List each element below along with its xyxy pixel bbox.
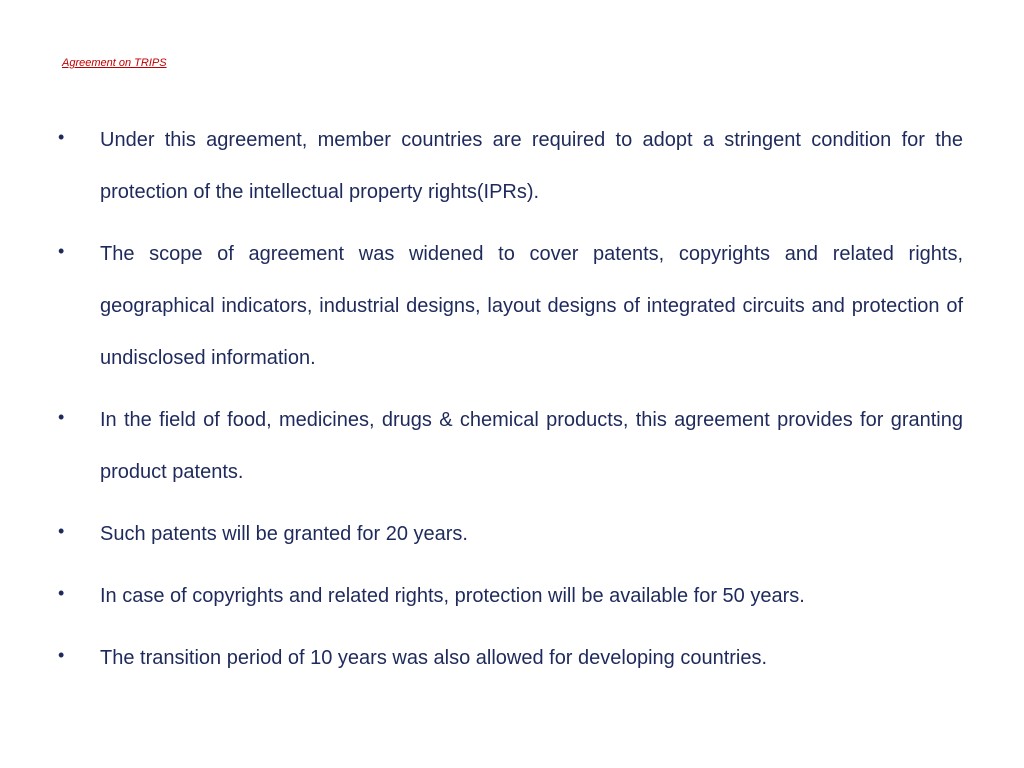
bullet-item-transition-period xyxy=(58,632,963,684)
slide-title: Agreement on TRIPS xyxy=(62,57,167,69)
bullet-text: In the field of food, medicines, drugs & chemical products, this agreement provides for granting product patents. xyxy=(100,409,963,483)
bullet-icon: • xyxy=(58,127,65,147)
bullet-text: The transition period of 10 years was also allowed for developing countries. xyxy=(100,647,768,669)
bullet-text: The scope of agreement was widened to cover patents, copyrights and related rights, geographical indicators, industrial designs, layout designs of integrated circuits and protection of undisclosed information. xyxy=(100,243,963,369)
bullet-icon: • xyxy=(58,645,65,665)
bullet-text: Such patents will be granted for 20 years. xyxy=(100,523,468,545)
bullet-item-scope xyxy=(58,228,963,384)
bullet-icon: • xyxy=(58,521,65,541)
bullet-icon: • xyxy=(58,583,65,603)
bullet-icon: • xyxy=(58,407,65,427)
bullet-item-product-patents xyxy=(58,394,963,498)
bullet-item-patent-term xyxy=(58,508,963,560)
bullet-text: Under this agreement, member countries are required to adopt a stringent condition for the protection of the intellectual property rights(IPRs). xyxy=(100,129,963,203)
bullet-text: In case of copyrights and related rights, protection will be available for 50 years. xyxy=(100,585,805,607)
bullet-item-copyright-term xyxy=(58,570,963,622)
bullet-item-agreement xyxy=(58,114,963,218)
bullet-icon: • xyxy=(58,241,65,261)
bullet-list xyxy=(58,114,963,694)
